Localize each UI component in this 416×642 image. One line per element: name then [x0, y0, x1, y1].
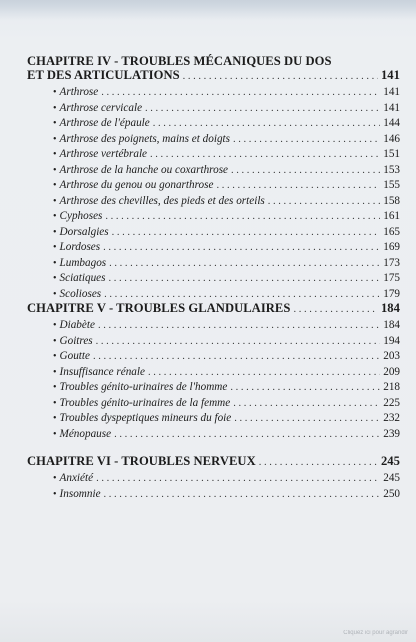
toc-entry: [27, 256, 400, 272]
toc-entry: [27, 209, 400, 225]
bullet: •: [53, 133, 57, 145]
bullet: •: [53, 195, 57, 207]
dot-leader: [293, 303, 378, 317]
bullet: •: [53, 428, 57, 440]
bullet: •: [53, 164, 57, 176]
dot-leader: [104, 288, 380, 303]
entry-title: Arthrose vertébrale: [59, 148, 148, 160]
chapter-page: 245: [380, 454, 400, 468]
entry-title: Diabète: [59, 319, 95, 331]
dot-leader: [234, 412, 380, 427]
chapter-heading: [27, 54, 400, 84]
chapter-title-row: [27, 301, 400, 317]
bullet: •: [53, 211, 57, 222]
bullet: •: [53, 397, 57, 409]
chapter-title-line1: CHAPITRE IV - TROUBLES MÉCANIQUES DU DOS: [27, 54, 332, 68]
dot-leader: [183, 70, 378, 84]
entry-page: 141: [383, 86, 400, 98]
bullet: •: [53, 257, 57, 269]
entry-title: Scolioses: [59, 287, 102, 300]
chapter-title-line1: CHAPITRE VI - TROUBLES NERVEUX: [27, 454, 256, 468]
bullet: •: [53, 273, 57, 284]
dot-leader: [105, 210, 380, 225]
bullet: •: [53, 226, 57, 238]
bullet: •: [53, 180, 57, 191]
entry-page: 155: [383, 179, 400, 191]
chapter-page: 184: [380, 301, 400, 315]
bullet: •: [53, 351, 57, 362]
chapter-title-line1: CHAPITRE V - TROUBLES GLANDULAIRES: [27, 301, 291, 315]
entry-title: Goitres: [59, 334, 93, 347]
entry-page: 158: [383, 194, 400, 207]
dot-leader: [101, 86, 380, 101]
chapter-entries: [27, 85, 400, 302]
toc-entry: [27, 287, 400, 303]
chapter-page: 141: [380, 68, 400, 82]
bullet: •: [53, 149, 57, 160]
entry-page: 161: [383, 210, 400, 222]
entry-title: Arthrose de l'épaule: [59, 117, 150, 129]
toc-entry: [27, 85, 400, 101]
chapter-heading: [27, 454, 400, 470]
toc-entry: [27, 411, 400, 427]
entry-page: 175: [383, 272, 400, 284]
toc-entry: [27, 471, 400, 487]
entry-page: 153: [383, 163, 400, 176]
toc-entry: [27, 396, 400, 412]
entry-page: 141: [383, 101, 400, 114]
toc-entry: [27, 349, 400, 365]
entry-page: 169: [383, 241, 400, 253]
chapter-title-line2: ET DES ARTICULATIONS: [27, 68, 180, 82]
entry-page: 245: [383, 472, 400, 484]
toc-entry: [27, 163, 400, 179]
dot-leader: [112, 226, 381, 241]
page-top-shadow: [0, 0, 416, 20]
watermark-text: Cliquez ici pour agrandir: [343, 630, 408, 636]
entry-title: Anxiété: [59, 472, 94, 484]
chapter-heading: [27, 301, 400, 317]
toc-chapter-5: [27, 301, 400, 442]
bullet: •: [53, 288, 57, 300]
dot-leader: [109, 272, 381, 287]
bullet: •: [53, 102, 57, 114]
chapter-entries: [27, 318, 400, 442]
bullet: •: [53, 118, 57, 129]
dot-leader: [104, 488, 381, 503]
entry-page: 194: [383, 334, 400, 347]
bullet: •: [53, 366, 57, 378]
entry-page: 218: [383, 381, 400, 393]
toc-entry: [27, 147, 400, 163]
entry-page: 184: [383, 319, 400, 331]
bullet: •: [53, 382, 57, 393]
dot-leader: [114, 428, 380, 443]
entry-title: Insomnie: [59, 487, 101, 500]
entry-title: Troubles génito-urinaires de l'homme: [59, 381, 228, 393]
entry-title: Sciatiques: [59, 272, 106, 284]
dot-leader: [216, 179, 380, 194]
bullet: •: [53, 335, 57, 347]
entry-page: 151: [383, 148, 400, 160]
entry-page: 239: [383, 427, 400, 440]
dot-leader: [150, 148, 380, 163]
dot-leader: [230, 381, 380, 396]
entry-page: 250: [383, 487, 400, 500]
toc-entry: [27, 240, 400, 256]
toc-entry: [27, 334, 400, 350]
entry-page: 225: [383, 396, 400, 409]
entry-title: Arthrose de la hanche ou coxarthrose: [59, 163, 229, 176]
toc-entry: [27, 101, 400, 117]
toc-entry: [27, 178, 400, 194]
toc-entry: [27, 318, 400, 334]
entry-title: Arthrose: [59, 86, 99, 98]
toc-entry: [27, 380, 400, 396]
entry-page: 179: [383, 287, 400, 300]
dot-leader: [231, 164, 380, 179]
entry-page: 232: [383, 412, 400, 424]
dot-leader: [259, 456, 378, 470]
toc-chapter-6: [27, 454, 400, 502]
bullet: •: [53, 473, 57, 484]
bullet: •: [53, 488, 57, 500]
dot-leader: [153, 117, 380, 132]
chapter-title-row: [27, 68, 400, 84]
toc-entry: [27, 116, 400, 132]
entry-title: Dorsalgies: [59, 225, 109, 238]
entry-page: 165: [383, 225, 400, 238]
entry-title: Insuffisance rénale: [59, 365, 145, 378]
entry-page: 144: [383, 117, 400, 129]
entry-title: Arthrose des chevilles, des pieds et des orteils: [59, 194, 265, 207]
entry-title: Cyphoses: [59, 210, 103, 222]
dot-leader: [233, 397, 380, 412]
toc-entry: [27, 225, 400, 241]
bullet: •: [53, 242, 57, 253]
dot-leader: [109, 257, 380, 272]
toc-chapter-4: [27, 54, 400, 302]
entry-page: 203: [383, 350, 400, 362]
entry-title: Troubles dyspeptiques mineurs du foie: [59, 412, 232, 424]
bullet: •: [53, 87, 57, 98]
entry-title: Ménopause: [59, 427, 112, 440]
entry-page: 209: [383, 365, 400, 378]
toc-entry: [27, 271, 400, 287]
toc-entry: [27, 365, 400, 381]
entry-title: Arthrose des poignets, mains et doigts: [59, 132, 231, 145]
toc-entry: [27, 487, 400, 503]
dot-leader: [103, 241, 380, 256]
dot-leader: [93, 350, 380, 365]
bullet: •: [53, 320, 57, 331]
entry-title: Arthrose du genou ou gonarthrose: [59, 179, 214, 191]
entry-page: 146: [383, 132, 400, 145]
chapter-title-row: [27, 454, 400, 470]
dot-leader: [96, 335, 381, 350]
toc-entry: [27, 132, 400, 148]
dot-leader: [148, 366, 380, 381]
entry-title: Troubles génito-urinaires de la femme: [59, 396, 231, 409]
entry-title: Lumbagos: [59, 256, 107, 269]
toc-entry: [27, 427, 400, 443]
dot-leader: [233, 133, 380, 148]
entry-title: Goutte: [59, 350, 90, 362]
chapter-entries: [27, 471, 400, 502]
toc-entry: [27, 194, 400, 210]
dot-leader: [268, 195, 380, 210]
entry-title: Lordoses: [59, 241, 101, 253]
entry-page: 173: [383, 256, 400, 269]
entry-title: Arthrose cervicale: [59, 101, 143, 114]
dot-leader: [96, 472, 380, 487]
dot-leader: [145, 102, 380, 117]
dot-leader: [98, 319, 380, 334]
bullet: •: [53, 413, 57, 424]
